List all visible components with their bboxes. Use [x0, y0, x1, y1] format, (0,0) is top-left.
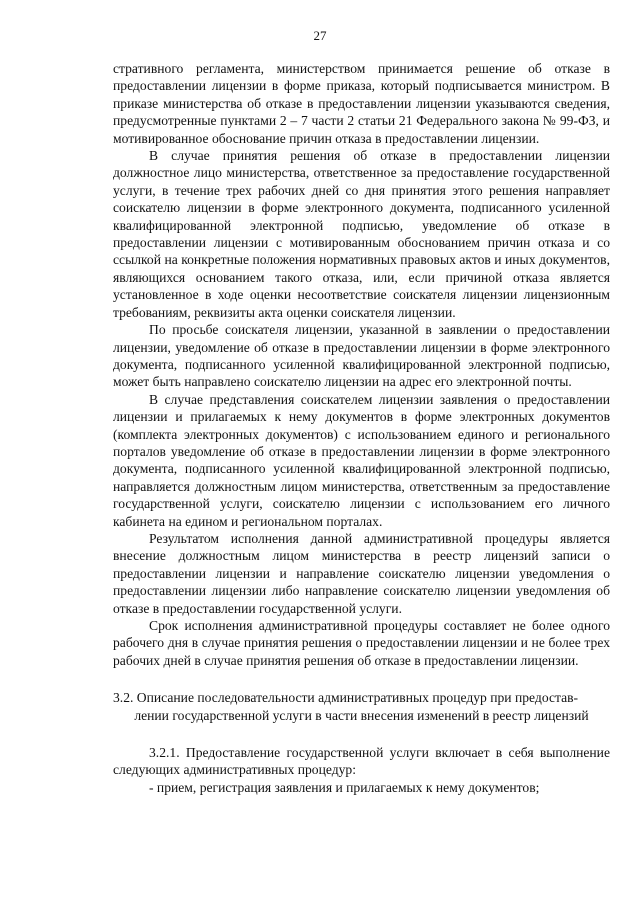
section-heading-line1: 3.2. Описание последовательности административных процедур при предостав- [113, 690, 579, 706]
paragraph-procedures-intro: 3.2.1. Предоставление государственной услуги включает в себя выполнение следующих административных процедур: [113, 745, 610, 778]
list-item-reception: - прием, регистрация заявления и прилагаемых к нему документов; [149, 779, 540, 795]
paragraph-refusal-notification: В случае принятия решения об отказе в предоставлении лицензии должностное лицо министерства, ответственное за предоставление государственной услуги, в течение трех рабочих дней со дня принятия этого решения направляет соискателю лицензии в форме электронного документа, подписанного усиленной квалифицированной электронной подписью, уведомление об отказе в предоставлении лицензии с мотивированным обоснованием причин отказа и со ссылкой на конкретные положения нормативных правовых актов и иных документов, являющихся основанием такого отказа, или, если причиной отказа является установленное в ходе оценки несоответствие соискателя лицензии лицензионным требованиям, реквизиты акта оценки соискателя лицензии. [113, 148, 610, 320]
paragraph-procedure-result: Результатом исполнения данной административной процедуры является внесение должностным лицом министерства в реестр лицензий записи о предоставлении лицензии и направление соискателю лицензии уведомления о предоставлении лицензии либо направление соискателю лицензии уведомления об отказе в предоставлении государственной услуги. [113, 530, 610, 616]
paragraph-email-request: По просьбе соискателя лицензии, указанной в заявлении о предоставлении лицензии, уведомление об отказе в предоставлении лицензии в форме электронного документа, подписанного усиленной квалифицированной электронной подписью, может быть направлено соискателю лицензии на адрес его электронной почты. [113, 322, 610, 390]
paragraph-portal-notification: В случае представления соискателем лицензии заявления о предоставлении лицензии и прилагаемых к нему документов в форме электронных документов (комплекта электронных документов) с использованием единого и регионального порталов уведомление об отказе в предоставлении лицензии в форме электронного документа, подписанного усиленной квалифицированной электронной подписью, направляется должностным лицом министерства, ответственным за предоставление государственной услуги, соискателю лицензии с использованием его личного кабинета на едином и региональном порталах. [113, 391, 610, 529]
page-number: 27 [313, 28, 327, 43]
section-heading-line2: лении государственной услуги в части внесения изменений в реестр лицензий [134, 707, 589, 723]
section-heading [113, 689, 610, 724]
paragraph-procedure-deadline: Срок исполнения административной процедуры составляет не более одного рабочего дня в случае принятия решения о предоставлении лицензии и не более трех рабочих дней в случае принятия решения об отказе в предоставлении лицензии. [113, 618, 610, 668]
document-body [113, 60, 610, 796]
paragraph-continuation: стративного регламента, министерством принимается решение об отказе в предоставлении лицензии в форме приказа, который подписывается министром. В приказе министерства об отказе в предоставлении лицензии указываются сведения, предусмотренные пунктами 2 – 7 части 2 статьи 21 Федерального закона № 99-ФЗ, и мотивированное обоснование причин отказа в предоставлении лицензии. [113, 61, 610, 146]
